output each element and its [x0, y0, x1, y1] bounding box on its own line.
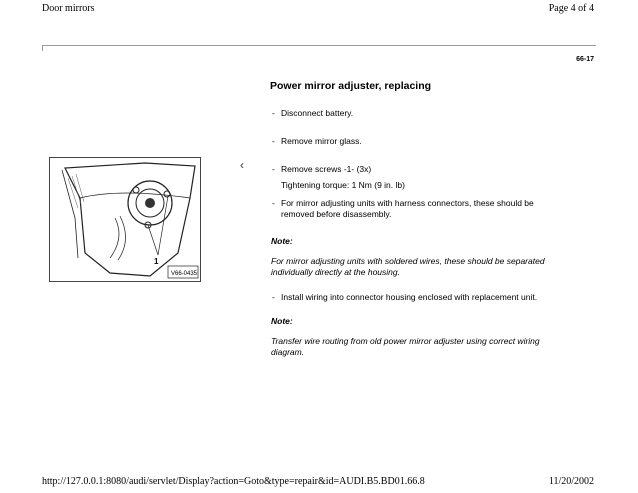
- step-dash: -: [272, 292, 275, 302]
- torque-text: Tightening torque: 1 Nm (9 in. lb): [281, 180, 405, 190]
- adjuster-hub: [145, 198, 155, 208]
- housing-edge: [80, 193, 190, 198]
- footer-url: http://127.0.0.1:8080/audi/servlet/Display?action=Goto&type=repair&id=AUDI.B5.BD01.66.8: [42, 476, 425, 487]
- step-dash: -: [272, 108, 275, 118]
- header-rule: [42, 45, 596, 52]
- note-text-2: [271, 336, 601, 358]
- step-disconnect-battery: [272, 108, 592, 119]
- step-install-wiring: [272, 292, 592, 303]
- footer-date: 11/20/2002: [548, 476, 594, 487]
- step-text: Install wiring into connector housing enclosed with replacement unit.: [281, 292, 538, 302]
- header-page-count: Page 4 of 4: [548, 3, 594, 14]
- step-dash: -: [272, 136, 275, 146]
- header-rule-corner: [42, 45, 43, 51]
- step-text-line2: removed before disassembly.: [281, 209, 392, 219]
- mirror-housing: [65, 163, 195, 276]
- step-remove-screws: [272, 164, 592, 175]
- wiring: [110, 216, 126, 260]
- page-number: 66-17: [576, 56, 594, 63]
- note-text-1-line2: individually directly at the housing.: [271, 267, 400, 277]
- step-dash: -: [272, 164, 275, 174]
- note-text-1-line1: For mirror adjusting units with soldered wires, these should be separated: [271, 256, 545, 266]
- note-heading-1: Note:: [271, 236, 293, 246]
- step-text-line1: For mirror adjusting units with harness connectors, these should be: [281, 198, 534, 208]
- figure-code: V66-0435: [171, 271, 198, 277]
- mount-bracket: [62, 170, 78, 258]
- torque-spec: [272, 180, 592, 191]
- step-text: Remove mirror glass.: [281, 136, 362, 146]
- callout-label: 1: [154, 257, 159, 266]
- note-text-2-line2: diagram.: [271, 347, 305, 357]
- section-title: Power mirror adjuster, replacing: [270, 80, 432, 92]
- figure-pointer-arrow-icon: ‹: [240, 158, 244, 172]
- step-remove-mirror-glass: [272, 136, 592, 147]
- step-dash: -: [272, 198, 275, 208]
- mirror-illustration: [49, 157, 201, 282]
- step-text: Remove screws -1- (3x): [281, 164, 372, 174]
- screw-b: [164, 191, 170, 197]
- note-text-2-line1: Transfer wire routing from old power mirror adjuster using correct wiring: [271, 336, 540, 346]
- step-harness-connectors: [272, 198, 592, 220]
- header-title: Door mirrors: [42, 3, 95, 14]
- mirror-drawing: [50, 158, 200, 281]
- note-text-1: [271, 256, 601, 278]
- screw-a: [133, 187, 139, 193]
- step-text: Disconnect battery.: [281, 108, 354, 118]
- note-heading-2: Note:: [271, 316, 293, 326]
